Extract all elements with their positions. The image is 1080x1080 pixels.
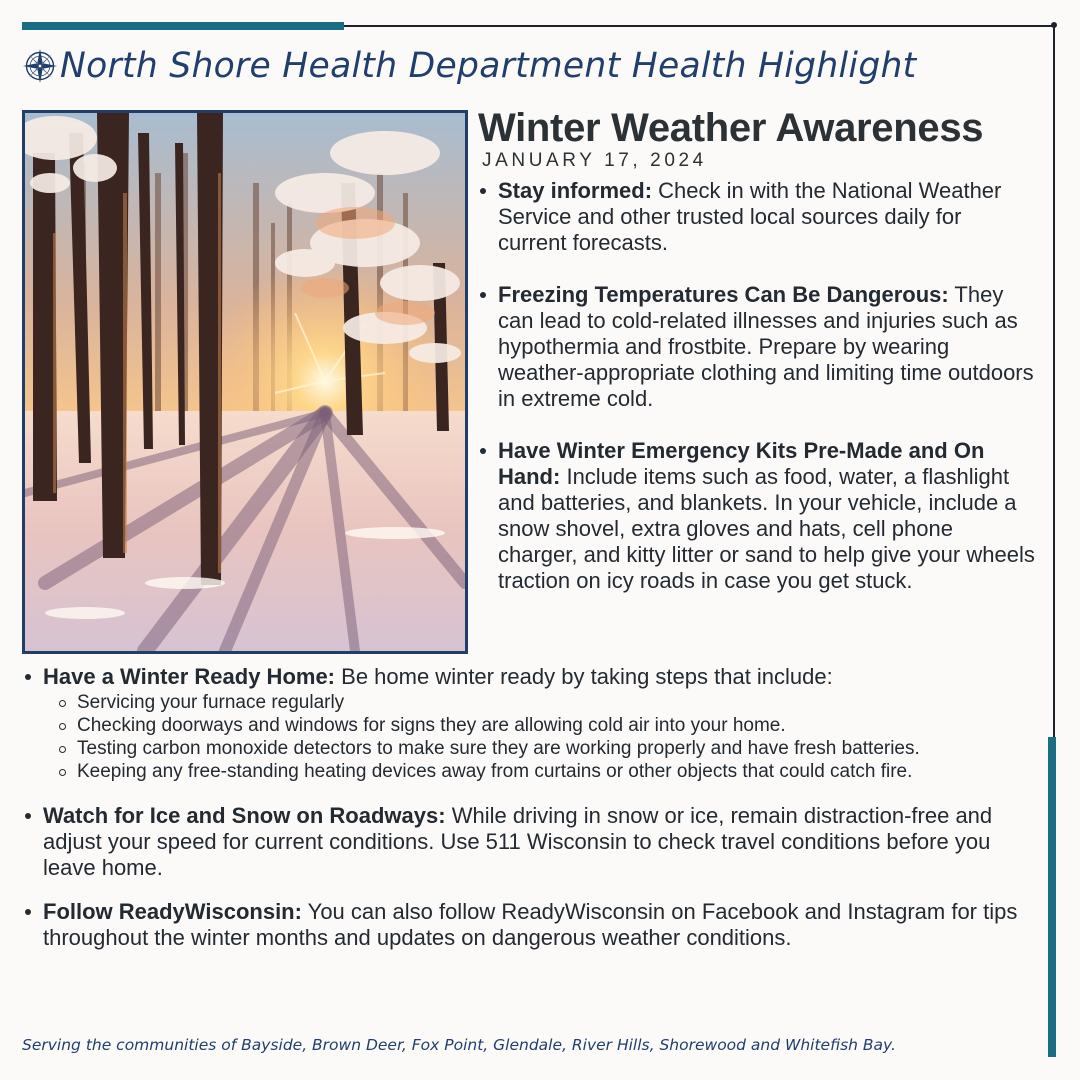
bullet-text: Be home winter ready by taking steps that include: — [341, 664, 833, 689]
sub-list-item: Servicing your furnace regularly — [43, 691, 1031, 714]
bullet-winter-ready-home — [21, 664, 1031, 783]
article-date: JANUARY 17, 2024 — [482, 150, 707, 171]
right-accent-bar — [1048, 737, 1056, 1057]
bottom-bullet-list — [21, 664, 1031, 951]
bullet-heading: Follow ReadyWisconsin: — [43, 899, 302, 924]
article-title: Winter Weather Awareness — [478, 106, 984, 150]
bullet-emergency-kits — [476, 438, 1036, 594]
bullet-heading: Have a Winter Ready Home: — [43, 664, 336, 689]
bullet-text: Check in with the National Weather Service and other trusted local sources daily for current forecasts. — [498, 178, 1002, 255]
home-steps-list — [43, 691, 1031, 783]
bullet-heading: Have Winter Emergency Kits Pre-Made and On Hand: — [498, 438, 985, 489]
bullet-text: While driving in snow or ice, remain distraction-free and adjust your speed for current conditions. Use 511 Wisconsin to check travel conditions before you leave home. — [43, 803, 993, 880]
sub-list-item: Testing carbon monoxide detectors to make sure they are working properly and have fresh batteries. — [43, 737, 1031, 760]
bullet-text: They can lead to cold-related illnesses and injuries such as hypothermia and frostbite. Prepare by wearing weather-appropriate clothing and limiting time outdoors in extreme cold. — [498, 282, 1034, 411]
bullet-ice-snow-roadways — [21, 803, 1031, 881]
bullet-heading: Freezing Temperatures Can Be Dangerous: — [498, 282, 949, 307]
bullet-text: You can also follow ReadyWisconsin on Facebook and Instagram for tips throughout the winter months and updates on dangerous weather conditions. — [43, 899, 1018, 950]
bullet-stay-informed — [476, 178, 1036, 256]
sub-list-item: Keeping any free-standing heating devices away from curtains or other objects that could catch fire. — [43, 760, 1031, 783]
bullet-follow-readywisconsin — [21, 899, 1031, 951]
sub-list-item: Checking doorways and windows for signs they are allowing cold air into your home. — [43, 714, 1031, 737]
footer-communities: Serving the communities of Bayside, Brown Deer, Fox Point, Glendale, River Hills, Shorewood and Whitefish Bay. — [22, 1036, 896, 1054]
top-border-line — [344, 25, 1056, 27]
compass-rose-icon — [22, 48, 58, 84]
page-title: North Shore Health Department Health Highlight — [60, 46, 917, 86]
bullet-text: Include items such as food, water, a flashlight and batteries, and blankets. In your vehicle, include a snow shovel, extra gloves and hats, cell phone charger, and kitty litter or sand to help give your wheels traction on icy roads in case you get stuck. — [498, 464, 1035, 593]
page-header — [22, 46, 917, 86]
bullet-freezing-temperatures — [476, 282, 1036, 412]
bullet-heading: Stay informed: — [498, 178, 653, 203]
right-border-line — [1053, 27, 1055, 739]
right-bullet-list — [476, 178, 1036, 620]
top-accent-bar — [22, 22, 344, 30]
snow-forest-photo — [22, 110, 468, 654]
bullet-heading: Watch for Ice and Snow on Roadways: — [43, 803, 446, 828]
